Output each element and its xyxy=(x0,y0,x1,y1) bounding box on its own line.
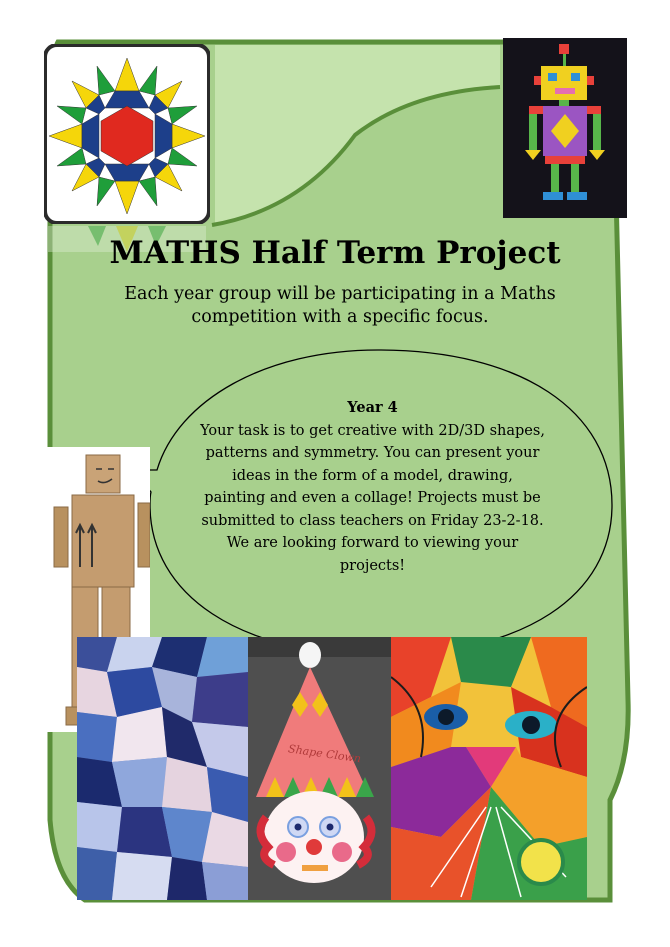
page-subtitle: Each year group will be participating in a Maths competition with a specific focus. xyxy=(124,284,556,327)
clown-hat-text: Shape Clown xyxy=(287,742,362,766)
pattern-blocks-image xyxy=(44,44,210,224)
speech-bubble-text xyxy=(200,397,545,577)
year-heading: Year 4 xyxy=(347,399,398,416)
tessellation-image xyxy=(77,637,248,900)
abstract-cat-image xyxy=(391,637,587,900)
shape-clown-image xyxy=(248,637,391,900)
task-description: Your task is to get creative with 2D/3D shapes, patterns and symmetry. You can present your ideas in the form of a model, drawing, painting and even a collage! Projects must be submitted to class teachers on Friday 23-2-18. We are looking forward to viewing your projects! xyxy=(200,422,545,574)
page-title: MATHS Half Term Project xyxy=(109,235,561,271)
shape-robot-image xyxy=(503,38,627,218)
